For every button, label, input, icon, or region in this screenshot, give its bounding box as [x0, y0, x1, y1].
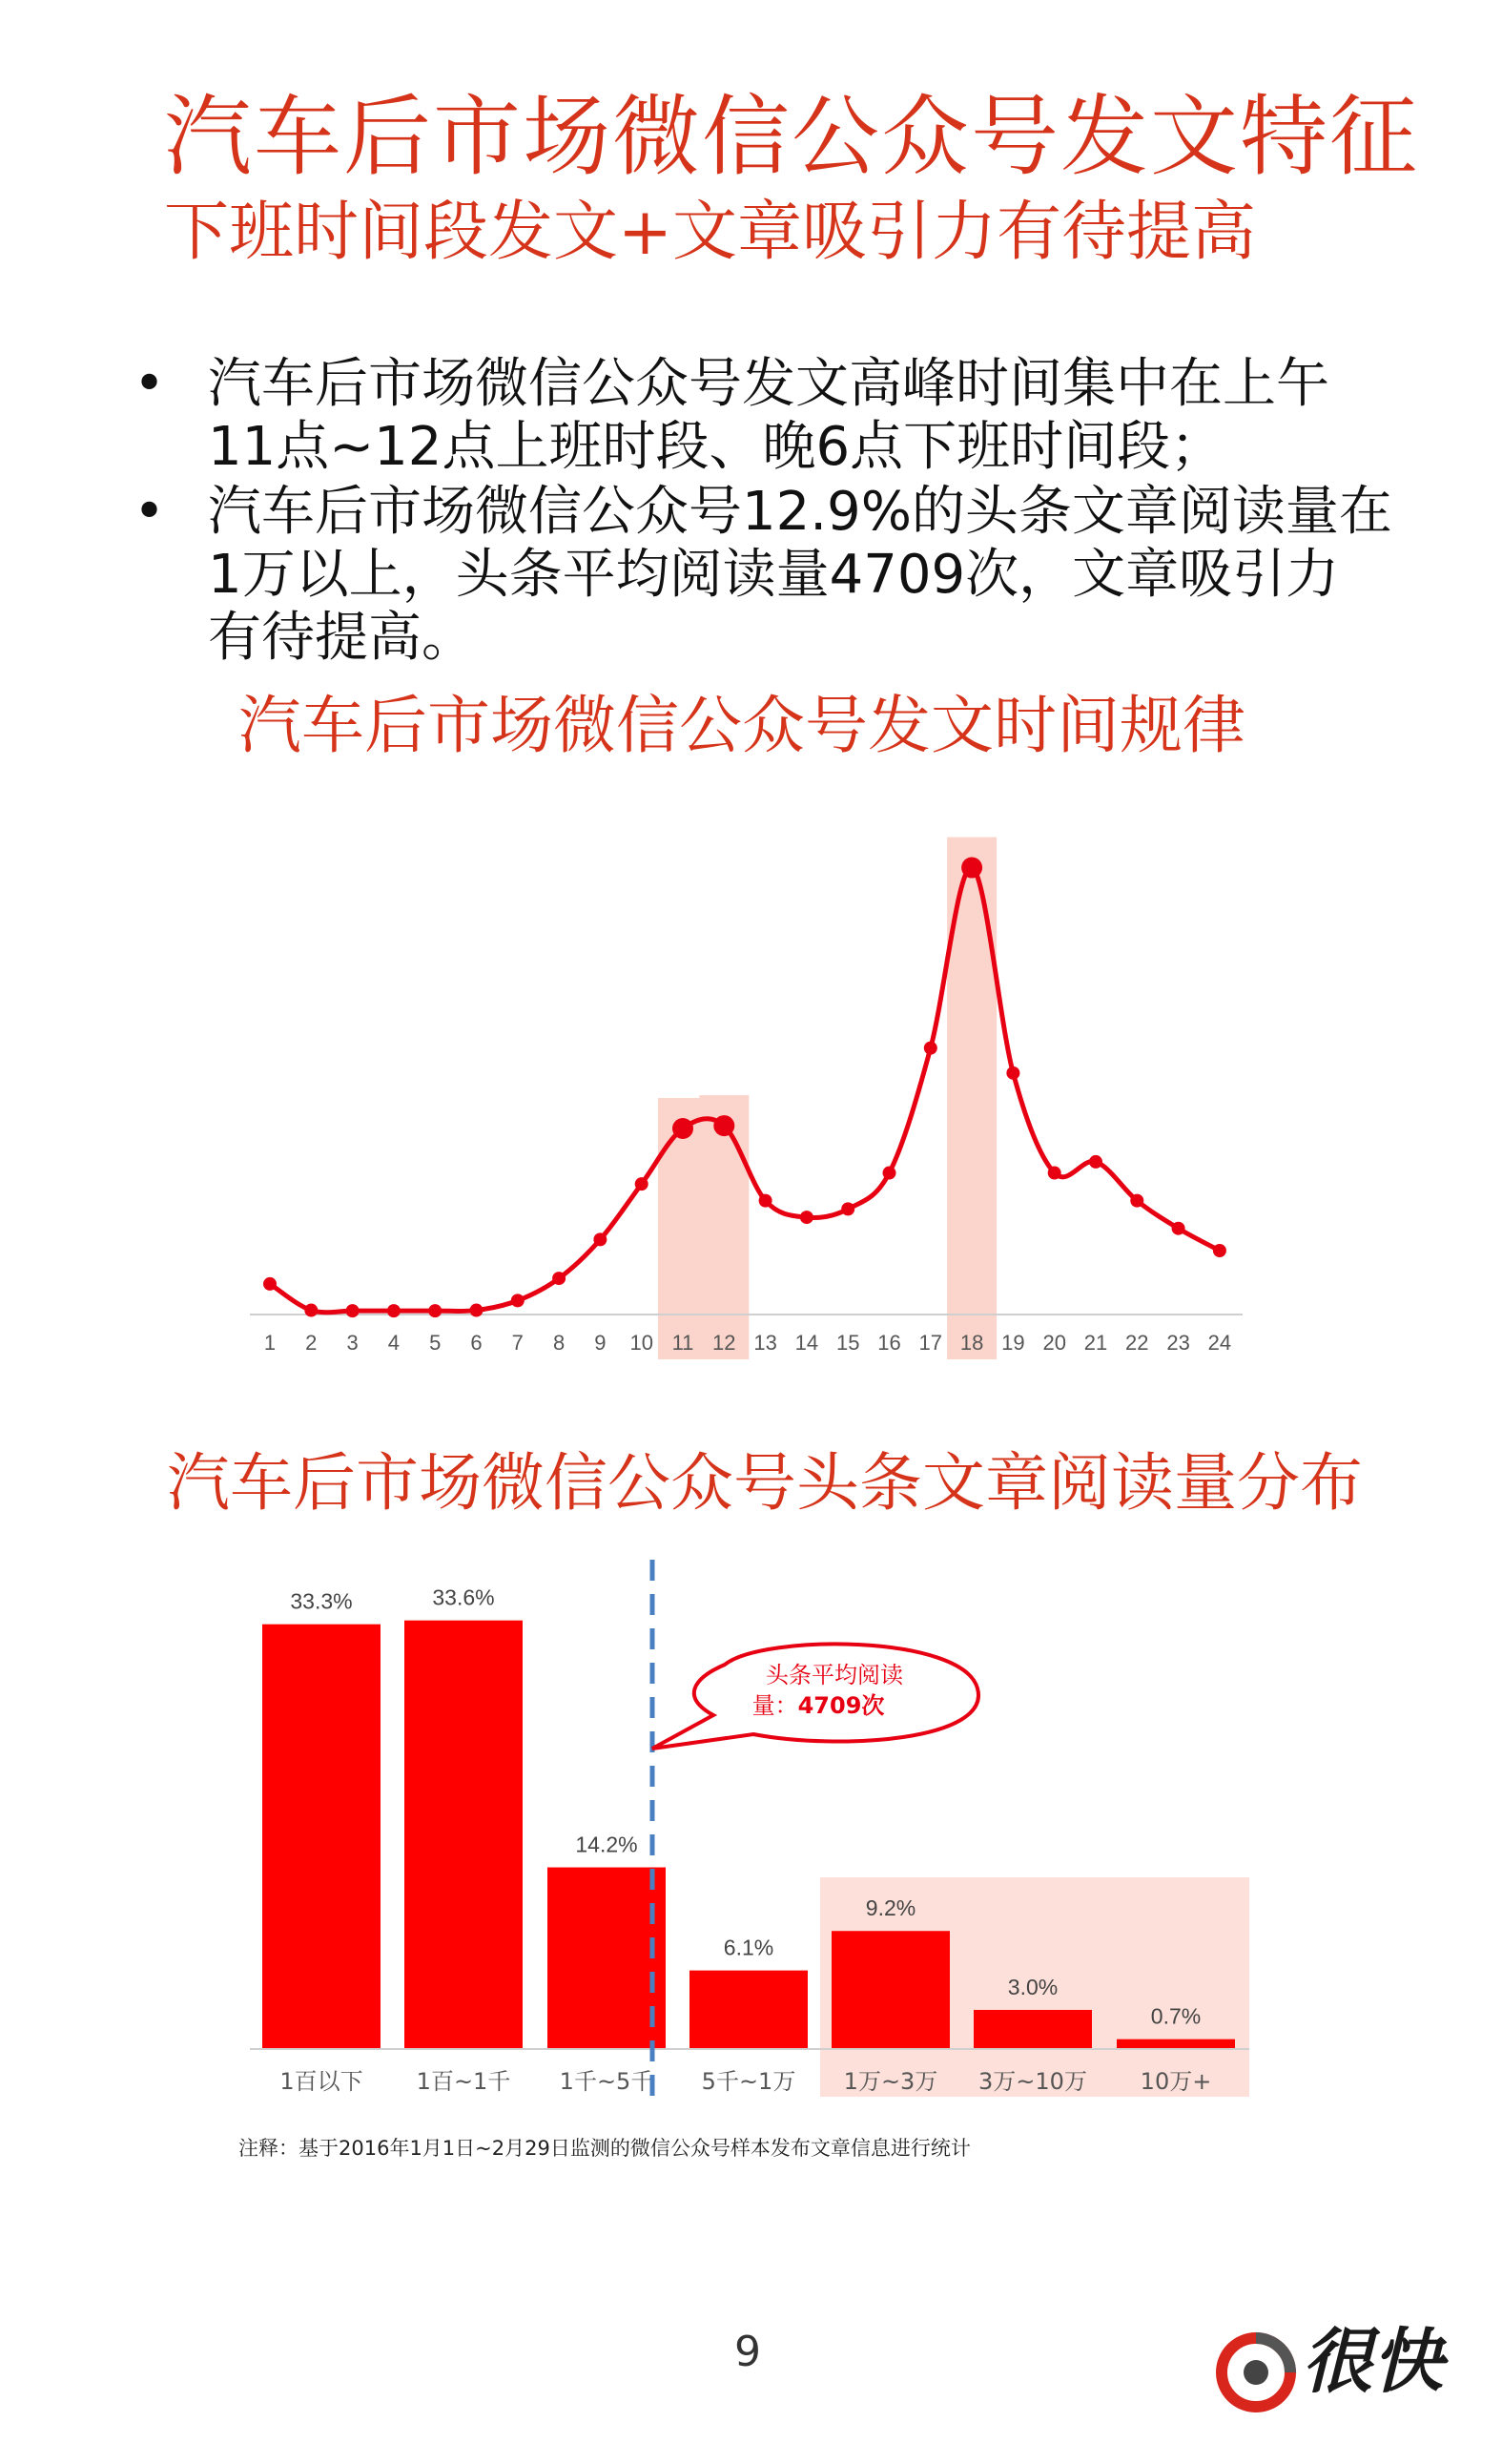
- logo-mark-icon: [1216, 2321, 1302, 2416]
- x-tick-label: 10: [629, 1331, 653, 1355]
- x-tick-label: 10万+: [1140, 2068, 1212, 2095]
- bullet-icon: •: [134, 481, 166, 543]
- x-tick-label: 6: [470, 1331, 483, 1355]
- bar-value-label: 14.2%: [575, 1832, 638, 1857]
- bar-value-label: 6.1%: [723, 1935, 774, 1960]
- bar-value-label: 33.3%: [290, 1588, 353, 1614]
- x-tick-label: 21: [1083, 1331, 1108, 1355]
- callout-value: 4709次: [797, 1692, 885, 1719]
- callout-prefix: 量：: [751, 1692, 798, 1719]
- bar-value-label: 0.7%: [1150, 2003, 1202, 2029]
- x-tick-label: 18: [959, 1331, 984, 1355]
- bar-value-label: 9.2%: [865, 1895, 916, 1921]
- x-tick-label: 22: [1125, 1331, 1149, 1355]
- callout-text: [752, 1692, 885, 1719]
- bar-value-label: 33.6%: [432, 1584, 495, 1610]
- x-tick-label: 1: [263, 1331, 277, 1355]
- x-tick-label: 1千~5千: [559, 2068, 654, 2095]
- bullet-icon: •: [134, 353, 166, 415]
- x-tick-label: 5千~1万: [701, 2068, 796, 2095]
- x-tick-label: 7: [511, 1331, 524, 1355]
- page-title: 汽车后市场微信公众号发文特征: [164, 86, 1420, 188]
- x-tick-label: 15: [835, 1331, 860, 1355]
- bullet-text: 汽车后市场微信公众号12.9%的头条文章阅读量在1万以上，头条平均阅读量4709次，文章吸引力有待提高。: [208, 481, 1392, 669]
- bar: [689, 1971, 808, 2048]
- x-tick-label: 16: [877, 1331, 901, 1355]
- bar: [262, 1625, 381, 2048]
- bar-chart-title: 汽车后市场微信公众号头条文章阅读量分布: [167, 1446, 1363, 1520]
- bar: [832, 1931, 950, 2048]
- bullet-text: 汽车后市场微信公众号发文高峰时间集中在上午11点~12点上班时段、晚6点下班时间段；: [208, 353, 1329, 478]
- bar: [1117, 2040, 1235, 2048]
- x-tick-label: 14: [794, 1331, 819, 1355]
- callout-text: 头条平均阅读: [766, 1662, 903, 1688]
- x-tick-label: 9: [594, 1331, 607, 1355]
- logo-text: 很快: [1302, 2321, 1443, 2403]
- x-tick-label: 23: [1166, 1331, 1190, 1355]
- x-tick-label: 20: [1042, 1331, 1066, 1355]
- x-tick-label: 19: [1001, 1331, 1025, 1355]
- x-tick-label: 12: [712, 1331, 736, 1355]
- x-tick-label: 3万~10万: [978, 2068, 1087, 2095]
- x-tick-label: 11: [671, 1331, 694, 1355]
- footnote: 注释：基于2016年1月1日~2月29日监测的微信公众号样本发布文章信息进行统计: [238, 2137, 971, 2160]
- x-tick-label: 5: [429, 1331, 442, 1355]
- brand-logo: [1216, 2321, 1454, 2416]
- bar-value-label: 3.0%: [1007, 1974, 1059, 1999]
- x-tick-label: 1百以下: [279, 2068, 363, 2095]
- bar: [974, 2010, 1092, 2048]
- bar: [547, 1868, 666, 2048]
- x-tick-label: 17: [918, 1331, 943, 1355]
- page-number: 9: [734, 2328, 761, 2376]
- x-tick-label: 1万~3万: [843, 2068, 938, 2095]
- x-tick-label: 2: [305, 1331, 318, 1355]
- x-tick-label: 24: [1207, 1331, 1232, 1355]
- x-tick-label: 4: [387, 1331, 401, 1355]
- x-tick-label: 13: [753, 1331, 777, 1355]
- x-tick-label: 3: [346, 1331, 359, 1355]
- line-chart-title: 汽车后市场微信公众号发文时间规律: [238, 689, 1245, 762]
- x-tick-label: 8: [552, 1331, 566, 1355]
- bar: [404, 1621, 523, 2048]
- page-subtitle: 下班时间段发文+文章吸引力有待提高: [164, 195, 1256, 270]
- x-tick-label: 1百~1千: [416, 2068, 511, 2095]
